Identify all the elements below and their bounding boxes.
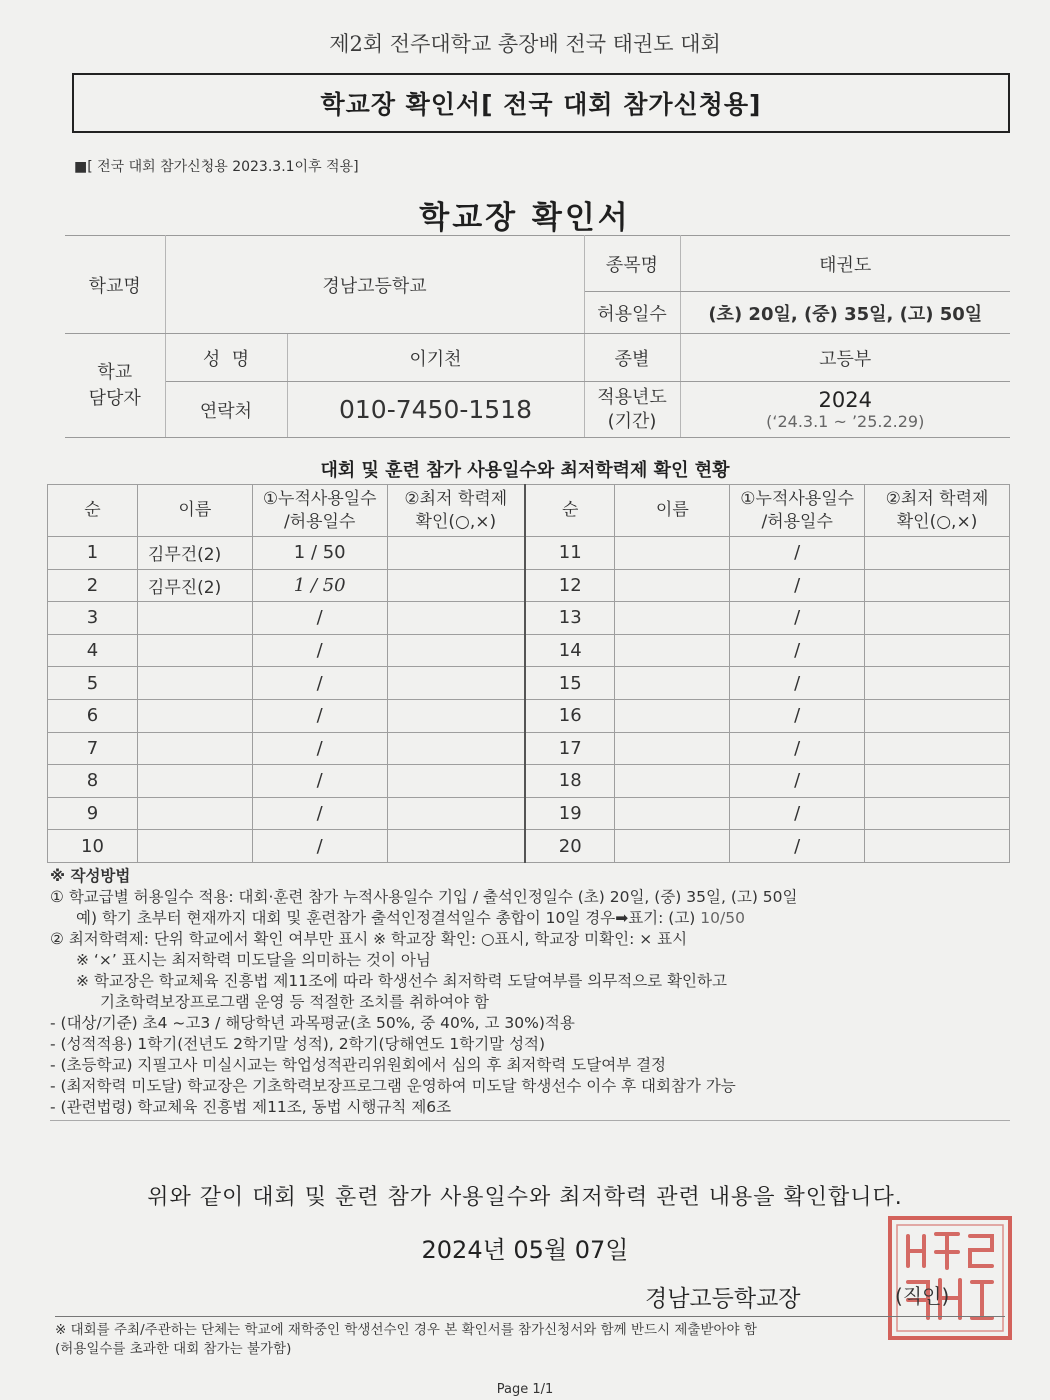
header-no: 순 [48,485,138,537]
days-used: / [730,830,865,863]
participant-table [47,484,1010,863]
days-used: / [252,634,387,667]
min-grade-check [387,830,525,863]
days-used: / [252,797,387,830]
min-grade-check [865,765,1010,798]
table-row [48,699,1010,732]
row-number: 7 [48,732,138,765]
division-value: 고등부 [680,334,1010,382]
table-row [48,765,1010,798]
table-row [48,667,1010,700]
student-name [615,602,730,635]
row-number: 9 [48,797,138,830]
student-name [137,732,252,765]
min-grade-check [865,569,1010,602]
days-used: / [730,797,865,830]
year-value: 2024 [818,388,872,412]
row-number: 14 [525,634,615,667]
instruction-1-example-value: 10/50 [700,909,745,927]
year-label: 적용년도 (기간) [584,382,680,438]
student-name [615,765,730,798]
student-name [137,830,252,863]
document-title: 학교장 확인서 [419,200,631,236]
student-name [137,602,252,635]
instruction-2-note-2b: 기초학력보장프로그램 운영 등 적절한 조치를 취하여야 함 [100,993,489,1011]
min-grade-check [387,634,525,667]
days-used: / [730,602,865,635]
row-number: 4 [48,634,138,667]
row-number: 2 [48,569,138,602]
min-grade-check [865,699,1010,732]
sport-label: 종목명 [584,236,680,292]
min-grade-check [387,667,525,700]
min-grade-check [865,830,1010,863]
instruction-1-example [50,908,1010,929]
contact-label: 연락처 [165,382,287,438]
days-used: / [730,634,865,667]
row-number: 19 [525,797,615,830]
header-name: 이름 [615,485,730,537]
min-grade-check [387,732,525,765]
student-name [615,699,730,732]
header-min-grade: ②최저 학력제 확인(○,×) [387,485,525,537]
form-note: ■[ 전국 대회 참가신청용 2023.3.1이후 적용] [74,159,359,175]
table-row [48,569,1010,602]
min-grade-check [865,634,1010,667]
table-row [48,634,1010,667]
confirmation-statement: 위와 같이 대회 및 훈련 참가 사용일수와 최저학력 관련 내용을 확인합니다. [147,1185,903,1210]
event-title: 제2회 전주대학교 총장배 전국 태권도 대회 [329,32,721,56]
school-label: 학교명 [65,236,165,334]
section-title: 대회 및 훈련 참가 사용일수와 최저학력제 확인 현황 [320,460,730,481]
issue-date: 2024년 05월 07일 [421,1236,629,1264]
header-days: ①누적사용일수 /허용일수 [730,485,865,537]
contact-value: 010-7450-1518 [287,382,584,438]
row-number: 18 [525,765,615,798]
instruction-2-note-1: ※ ‘×’ 표시는 최저학력 미도달을 의미하는 것이 아님 [76,951,431,969]
table-row [48,797,1010,830]
row-number: 17 [525,732,615,765]
days-used: / [252,699,387,732]
student-name [615,569,730,602]
instruction-1: ① 학교급별 허용일수 적용: 대회·훈련 참가 누적사용일수 기입 / 출석인정일수 (초) 20일, (중) 35일, (고) 50일 [50,888,798,906]
min-grade-check [387,797,525,830]
instructions-heading: ※ 작성방법 [50,867,131,885]
row-number: 10 [48,830,138,863]
header-name: 이름 [137,485,252,537]
min-grade-check [865,602,1010,635]
instructions [50,866,1010,1121]
row-number: 15 [525,667,615,700]
sport-value: 태권도 [680,236,1010,292]
days-used: / [252,830,387,863]
min-grade-check [865,797,1010,830]
principal-name: 경남고등학교장 [645,1286,801,1312]
allowed-days-value: (초) 20일, (중) 35일, (고) 50일 [680,292,1010,334]
divider [50,1120,1010,1121]
min-grade-check [387,537,525,570]
student-name [137,765,252,798]
days-used: / [730,569,865,602]
info-table [65,235,1010,438]
footnote: ※ 대회를 주최/주관하는 단체는 학교에 재학중인 학생선수인 경우 본 확인서를 참가신청서와 함께 반드시 제출받아야 함 (허용일수를 초과한 대회 참가는 불가함) [55,1316,1005,1359]
instruction-2-note-2: ※ 학교장은 학교체육 진흥법 제11조에 따라 학생선수 최저학력 도달여부를 의무적으로 확인하고 [76,972,727,990]
days-used: / [252,667,387,700]
student-name [615,537,730,570]
table-row [48,602,1010,635]
days-used: / [252,732,387,765]
days-used: / [730,765,865,798]
row-number: 1 [48,537,138,570]
days-used: / [730,667,865,700]
student-name [137,667,252,700]
days-used: / [730,537,865,570]
name-value: 이기천 [287,334,584,382]
rule-1: - (대상/기준) 초4 ~고3 / 해당학년 과목평균(초 50%, 중 40%, 고 30%)적용 [50,1014,575,1032]
student-name [615,634,730,667]
min-grade-check [387,699,525,732]
row-number: 16 [525,699,615,732]
student-name [137,634,252,667]
table-row [48,732,1010,765]
days-used: 1 / 50 [252,537,387,570]
instruction-2: ② 최저학력제: 단위 학교에서 확인 여부만 표시 ※ 학교장 확인: ○표시, 학교장 미확인: × 표시 [50,930,688,948]
days-used: / [730,732,865,765]
row-number: 5 [48,667,138,700]
rule-2: - (성적적용) 1학기(전년도 2학기말 성적), 2학기(당해연도 1학기말 성적) [50,1035,546,1053]
min-grade-check [387,602,525,635]
student-name [137,797,252,830]
student-name [615,797,730,830]
header-box [72,73,1010,133]
days-used: / [252,765,387,798]
year-cell [680,382,1010,438]
row-number: 11 [525,537,615,570]
min-grade-check [865,732,1010,765]
division-label: 종별 [584,334,680,382]
page-number: Page 1/1 [496,1382,554,1397]
days-used: / [252,602,387,635]
name-label: 성 명 [165,334,287,382]
manager-label: 학교 담당자 [65,334,165,438]
student-name: 김무건(2) [137,537,252,570]
seal-placeholder: (직인) [895,1284,950,1308]
row-number: 6 [48,699,138,732]
instruction-1-example-text: 예) 학기 초부터 현재까지 대회 및 훈련참가 출석인정결석일수 총합이 10일 경우➡표기: (고) [76,909,696,927]
min-grade-check [387,765,525,798]
rule-4: - (최저학력 미도달) 학교장은 기초학력보장프로그램 운영하여 미도달 학생선수 이수 후 대회참가 가능 [50,1077,736,1095]
student-name [137,699,252,732]
header-min-grade: ②최저 학력제 확인(○,×) [865,485,1010,537]
header-no: 순 [525,485,615,537]
student-name: 김무진(2) [137,569,252,602]
header-days: ①누적사용일수 /허용일수 [252,485,387,537]
year-period: (‘24.3.1 ~ ’25.2.29) [766,412,925,431]
allowed-days-label: 허용일수 [584,292,680,334]
days-used: / [730,699,865,732]
student-name [615,732,730,765]
header-box-text: 학교장 확인서[ 전국 대회 참가신청용] [320,90,762,119]
days-used: 1 / 50 [252,569,387,602]
student-name [615,667,730,700]
row-number: 13 [525,602,615,635]
row-number: 20 [525,830,615,863]
rule-3: - (초등학교) 지필고사 미실시교는 학업성적관리위원회에서 심의 후 최저학력 도달여부 결정 [50,1056,667,1074]
min-grade-check [387,569,525,602]
row-number: 3 [48,602,138,635]
student-name [615,830,730,863]
rule-5: - (관련법령) 학교체육 진흥법 제11조, 동법 시행규칙 제6조 [50,1098,452,1116]
table-row [48,830,1010,863]
row-number: 8 [48,765,138,798]
table-row [48,537,1010,570]
school-value: 경남고등학교 [165,236,584,334]
row-number: 12 [525,569,615,602]
min-grade-check [865,667,1010,700]
min-grade-check [865,537,1010,570]
